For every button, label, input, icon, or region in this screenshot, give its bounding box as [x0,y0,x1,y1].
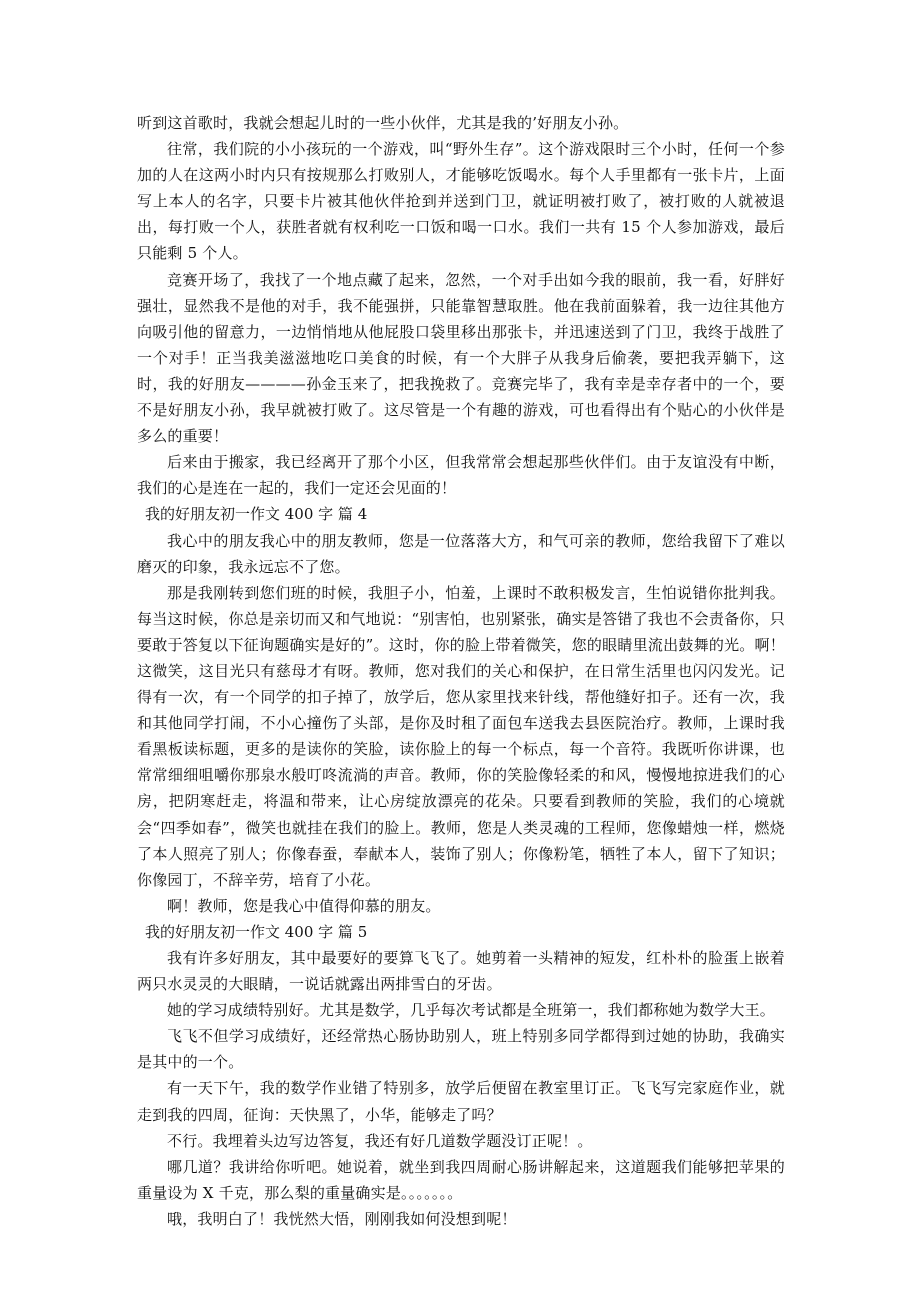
paragraph: 不行。我埋着头边写边答复，我还有好几道数学题没订正呢！。 [167,1131,593,1150]
paragraph: 有一天下午，我的数学作业错了特别多，放学后便留在教室里订正。飞飞写完家庭作业，就走到我的四周，征询：天快黑了，小华，能够走了吗？ [137,1079,785,1124]
section-heading-5: 我的好朋友初一作文 400 字 篇 5 [145,922,368,941]
paragraph: 她的学习成绩特别好。尤其是数学，几乎每次考试都是全班第一，我们都称她为数学大王。 [167,1001,776,1020]
paragraph: 往常，我们院的小小孩玩的一个游戏，叫“野外生存”。这个游戏限时三个小时，任何一个参加的人在这两小时内只有按规那么打败别人，才能够吃饭喝水。每个人手里都有一张卡片，上面写上本人的名字，只要卡片被其他伙伴抢到并送到门卫，就证明被打败了，被打败的人就被退出，每打败一个人，获胜者就有权利吃一口饭和喝一口水。我们一共有 15 个人参加游戏，最后只能剩 5 个人。 [137,140,785,263]
paragraph: 我有许多好朋友，其中最要好的要算飞飞了。她剪着一头精神的短发，红朴朴的脸蛋上嵌着两只水灵灵的大眼睛，一说话就露出两排雪白的牙齿。 [137,949,785,994]
paragraph: 竞赛开场了，我找了一个地点藏了起来，忽然，一个对手出如今我的眼前，我一看，好胖好强壮，显然我不是他的对手，我不能强拼，只能靠智慧取胜。他在我前面躲着，我一边往其他方向吸引他的留意力，一边悄悄地从他屁股口袋里移出那张卡，并迅速送到了门卫，我终于战胜了一个对手！正当我美滋滋地吃口美食的时候，有一个大胖子从我身后偷袭，要把我弄躺下，这时，我的好朋友————孙金玉来了，把我挽救了。竞赛完毕了，我有幸是幸存者中的一个，要不是好朋友小孙，我早就被打败了。这尽管是一个有趣的游戏，可也看得出有个贴心的小伙伴是多么的重要！ [137,270,785,446]
paragraph: 啊！教师，您是我心中值得仰慕的朋友。 [167,896,441,915]
paragraph: 我心中的朋友我心中的朋友教师，您是一位落落大方，和气可亲的教师，您给我留下了难以磨灭的印象，我永远忘不了您。 [137,531,785,576]
paragraph: 听到这首歌时，我就会想起儿时的一些小伙伴，尤其是我的’好朋友小孙。 [137,114,629,132]
paragraph: 哪几道？我讲给你听吧。她说着，就坐到我四周耐心肠讲解起来，这道题我们能够把苹果的重量设为 X 千克，那么梨的重量确实是。。。。。。。 [137,1157,785,1202]
paragraph: 那是我刚转到您们班的时候，我胆子小，怕羞，上课时不敢积极发言，生怕说错你批判我。每当这时候，你总是亲切而又和气地说：“别害怕，也别紧张，确实是答错了我也不会责备你，只要敢于答复以下征询题确实是好的”。这时，你的脸上带着微笑，您的眼睛里流出鼓舞的光。啊！这微笑，这目光只有慈母才有呀。教师，您对我们的关心和保护，在日常生活里也闪闪发光。记得有一次，有一个同学的扣子掉了，放学后，您从家里找来针线，帮他缝好扣子。还有一次，我和其他同学打闹，不小心撞伤了头部，是你及时租了面包车送我去县医院治疗。教师，上课时我看黑板读标题，更多的是读你的笑脸，读你脸上的每一个标点，每一个音符。我既听你讲课，也常常细细咀嚼你那泉水般叮咚流淌的声音。教师，你的笑脸像轻柔的和风，慢慢地掠进我们的心房，把阴寒赶走，将温和带来，让心房绽放漂亮的花朵。只要看到教师的笑脸，我们的心境就会“四季如春”，微笑也就挂在我们的脸上。教师，您是人类灵魂的工程师，您像蜡烛一样，燃烧了本人照亮了别人；你像春蚕，奉献本人，装饰了别人；你像粉笔，牺牲了本人，留下了知识；你像园丁，不辞辛劳，培育了小花。 [137,583,785,889]
section-heading-4: 我的好朋友初一作文 400 字 篇 4 [145,505,368,524]
paragraph: 哦，我明白了！我恍然大悟，刚刚我如何没想到呢！ [167,1209,517,1228]
paragraph: 飞飞不但学习成绩好，还经常热心肠协助别人，班上特别多同学都得到过她的协助，我确实是其中的一个。 [137,1027,785,1072]
document-body [137,110,785,1232]
paragraph: 后来由于搬家，我已经离开了那个小区，但我常常会想起那些伙伴们。由于友谊没有中断，我们的心是连在一起的，我们一定还会见面的！ [137,453,785,498]
